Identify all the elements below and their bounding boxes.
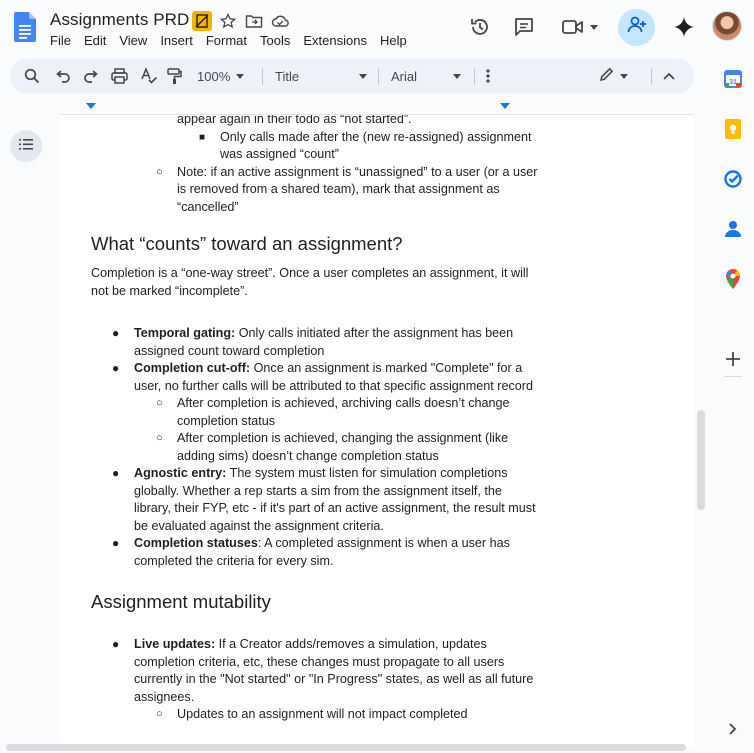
menu-extensions[interactable]: Extensions — [303, 33, 367, 48]
right-indent-marker[interactable] — [500, 103, 510, 109]
side-panel — [712, 58, 754, 753]
heading-counts: What “counts” toward an assignment? — [91, 233, 403, 254]
horizontal-scrollbar[interactable] — [6, 744, 686, 751]
list-item: appear again in their todo as “not started”. — [177, 114, 412, 126]
comments-icon[interactable] — [506, 9, 542, 45]
maps-icon[interactable] — [722, 268, 744, 290]
docs-logo-icon[interactable] — [14, 12, 36, 44]
version-history-icon[interactable] — [462, 9, 498, 45]
bullet-square: ■ — [199, 131, 206, 143]
toolbar-divider — [651, 68, 652, 85]
list-item: ○ After completion is achieved, archiving calls doesn’t change completion status — [156, 396, 510, 428]
toolbar-divider — [378, 68, 379, 85]
spellcheck-icon[interactable] — [141, 59, 158, 93]
calendar-icon[interactable] — [722, 68, 744, 90]
heading-mutability: Assignment mutability — [91, 591, 271, 612]
bullet-disc: ● — [112, 536, 120, 550]
list-item: ● Live updates: If a Creator adds/removes a simulation, updates completion criteria, etc, these changes must propagate to all users currently in the "Not started" or "In Progress" states, as well as all future assignees. — [112, 637, 534, 704]
collapse-icon[interactable] — [663, 59, 675, 93]
undo-icon[interactable] — [55, 59, 71, 93]
add-icon[interactable] — [722, 348, 744, 370]
menu-view[interactable]: View — [119, 33, 148, 48]
gemini-icon[interactable] — [666, 9, 702, 45]
font-select[interactable] — [391, 59, 461, 93]
list-item: ○ Note: if an active assignment is “unassigned” to a user (or a user is removed from a shared team), mark that assignment as “cancelled” — [156, 164, 538, 214]
bullet-circle: ○ — [156, 432, 163, 444]
menu-file[interactable]: File — [50, 33, 71, 48]
title-bar — [0, 0, 754, 58]
list-item: ○ After completion is achieved, changing the assignment (like adding sims) doesn’t change completion status — [156, 431, 509, 463]
font-caret — [453, 74, 461, 79]
bullet-disc: ● — [112, 361, 120, 375]
share-button[interactable] — [618, 9, 655, 46]
redo-icon[interactable] — [83, 59, 99, 93]
menu-edit[interactable]: Edit — [83, 33, 107, 48]
edit-mode-button[interactable] — [599, 59, 628, 93]
star-icon[interactable] — [218, 11, 238, 31]
document-outline-button[interactable] — [10, 130, 42, 162]
bullet-disc: ● — [112, 466, 120, 480]
cloud-status-icon[interactable] — [270, 11, 290, 31]
bullet-circle: ○ — [156, 165, 163, 178]
svg-text:31: 31 — [729, 79, 737, 86]
outline-icon — [19, 137, 33, 155]
share-icon — [627, 16, 647, 39]
menu-bar — [50, 33, 420, 48]
left-indent-marker[interactable] — [86, 103, 96, 109]
side-panel-divider — [724, 376, 742, 377]
menu-tools[interactable]: Tools — [260, 33, 291, 48]
spacer — [91, 312, 541, 325]
keep-icon[interactable] — [722, 118, 744, 140]
title-actions — [192, 11, 290, 31]
print-icon[interactable] — [111, 59, 128, 93]
font-value: Arial — [391, 68, 418, 84]
list-item: ● Completion statuses: A completed assignment is when a user has completed the criteria for every sim. — [112, 536, 510, 568]
bullet-circle: ○ — [156, 397, 163, 409]
list-item: ● Temporal gating: Only calls initiated after the assignment has been assigned count toward completion — [112, 326, 514, 358]
style-caret — [359, 74, 367, 79]
zoom-value: 100% — [197, 68, 231, 84]
toolbar-divider — [474, 68, 475, 85]
search-icon[interactable] — [24, 59, 40, 93]
edit-mode-caret — [620, 74, 628, 79]
meet-icon[interactable] — [556, 9, 604, 45]
paragraph: Completion is a “one-way street”. Once a user completes an assignment, it will not be marked “incomplete”. — [91, 266, 529, 298]
document-content — [91, 114, 541, 724]
formatting-toolbar — [10, 59, 694, 93]
spacer — [91, 623, 541, 636]
tasks-icon[interactable] — [722, 168, 744, 190]
style-value: Title — [275, 68, 300, 84]
offline-doc-icon[interactable] — [192, 11, 212, 31]
vertical-scrollbar[interactable] — [697, 410, 705, 510]
user-avatar[interactable] — [712, 11, 742, 41]
menu-insert[interactable]: Insert — [160, 33, 193, 48]
meet-dropdown-caret — [590, 25, 598, 30]
menu-help[interactable]: Help — [379, 33, 407, 48]
document-page[interactable] — [60, 114, 694, 748]
list-item: ● Agnostic entry: The system must listen for simulation completions globally. Whether a rep starts a sim from the assignment itself, the library, their FYP, etc - if it's part of an active assignment, the result must be evaluated against the assignment criteria. — [112, 466, 536, 533]
zoom-select[interactable] — [197, 59, 244, 93]
edit-mode-icon — [599, 67, 614, 85]
document-title[interactable]: Assignments PRD — [50, 10, 190, 29]
move-folder-icon[interactable] — [244, 11, 264, 31]
contacts-icon[interactable] — [722, 218, 744, 240]
zoom-caret — [236, 74, 244, 79]
list-item: ○ Updates to an assignment will not impact completed — [91, 706, 541, 724]
toolbar-divider — [262, 68, 263, 85]
menu-format[interactable]: Format — [205, 33, 247, 48]
list-item: ■ Only calls made after the (new re-assigned) assignment was assigned “count” — [199, 129, 532, 161]
expand-icon[interactable] — [722, 718, 744, 740]
bullet-circle: ○ — [156, 708, 163, 720]
bullet-disc: ● — [112, 326, 120, 340]
style-select[interactable] — [275, 59, 367, 93]
list-item: ● Completion cut-off: Once an assignment is marked "Complete" for a user, no further calls will be attributed to that specific assignment record — [112, 361, 533, 393]
paint-format-icon[interactable] — [167, 59, 182, 93]
bullet-disc: ● — [112, 637, 120, 651]
more-icon[interactable] — [486, 59, 490, 93]
